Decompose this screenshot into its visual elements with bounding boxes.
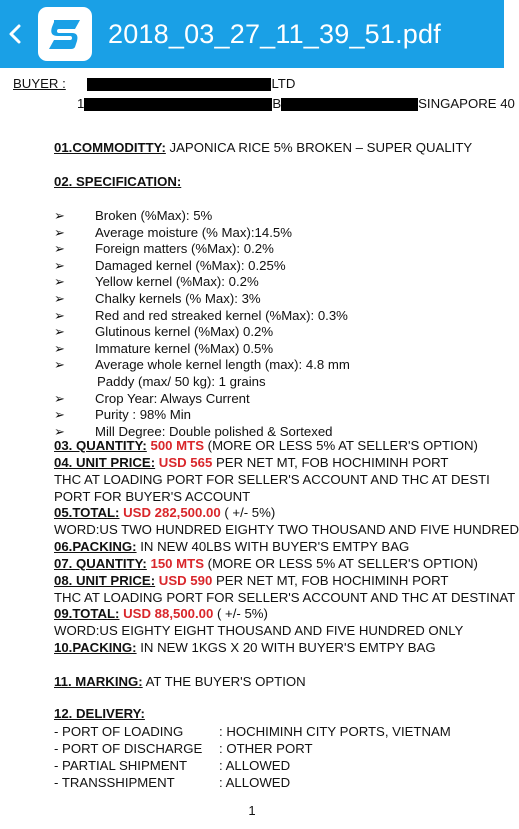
bullet-icon: ➢	[54, 274, 66, 290]
total-heading: 09.TOTAL:	[54, 606, 120, 621]
pdf-page	[0, 68, 519, 829]
total-value: USD 282,500.00	[123, 505, 221, 520]
section-specification	[54, 174, 181, 191]
address-suffix: SINGAPORE 40	[418, 96, 515, 111]
total-note: ( +/- 5%)	[217, 606, 268, 621]
section-quantity-1	[54, 438, 478, 455]
bullet-icon: ➢	[54, 324, 66, 340]
redaction-bar	[281, 98, 418, 111]
bullet-icon: ➢	[54, 241, 66, 257]
spec-item: Purity : 98% Min	[95, 407, 192, 423]
spec-item: Yellow kernel (%Max): 0.2%	[95, 274, 259, 290]
spec-item: Damaged kernel (%Max): 0.25%	[95, 257, 286, 273]
delivery-heading: 12. DELIVERY:	[54, 706, 145, 721]
total-note: ( +/- 5%)	[224, 505, 276, 520]
delivery-label: - PORT OF DISCHARGE	[54, 741, 203, 756]
bullet-icon: ➢	[54, 390, 66, 406]
app-bar	[0, 0, 504, 68]
back-button[interactable]	[2, 0, 28, 68]
spec-item: Mill Degree: Double polished & Sortexed	[95, 423, 333, 439]
delivery-value: : HOCHIMINH CITY PORTS, VIETNAM	[219, 724, 451, 739]
redaction-bar	[84, 98, 272, 111]
spec-item: Immature kernel (%Max) 0.5%	[95, 340, 274, 356]
quantity-note: (MORE OR LESS 5% AT SELLER'S OPTION)	[207, 438, 478, 453]
buyer-name-suffix: LTD	[271, 76, 296, 91]
section-delivery	[54, 706, 145, 723]
buyer-label: BUYER :	[13, 76, 66, 91]
unit-price-note: PER NET MT, FOB HOCHIMINH PORT	[215, 573, 449, 588]
spec-item: Glutinous kernel (%Max) 0.2%	[95, 324, 274, 340]
app-logo-icon	[38, 7, 92, 61]
delivery-label: - PARTIAL SHIPMENT	[54, 758, 188, 773]
quantity-heading: 03. QUANTITY:	[54, 438, 147, 453]
section-quantity-2	[54, 556, 478, 573]
address-prefix: 1	[77, 96, 85, 111]
unit-price-value: USD 565	[158, 455, 213, 470]
delivery-value: : ALLOWED	[219, 758, 291, 773]
section-total-1	[54, 505, 275, 522]
bullet-icon: ➢	[54, 307, 66, 323]
packing-heading: 10.PACKING:	[54, 640, 137, 655]
thc-line: THC AT LOADING PORT FOR SELLER'S ACCOUNT AND THC AT DESTI	[54, 472, 490, 487]
document-title: 2018_03_27_11_39_51.pdf	[108, 18, 441, 49]
total-heading: 05.TOTAL:	[54, 505, 120, 520]
bullet-icon: ➢	[54, 357, 66, 373]
specification-heading: 02. SPECIFICATION:	[54, 174, 182, 189]
bullet-icon: ➢	[54, 224, 66, 240]
section-packing-2	[54, 640, 436, 657]
thc-line: THC AT LOADING PORT FOR SELLER'S ACCOUNT AND THC AT DESTINAT	[54, 590, 516, 605]
section-marking	[54, 674, 306, 691]
packing-heading: 06.PACKING:	[54, 539, 137, 554]
marking-heading: 11. MARKING:	[54, 674, 143, 689]
unit-price-heading: 04. UNIT PRICE:	[54, 455, 156, 470]
total-in-words: WORD:US EIGHTY EIGHT THOUSAND AND FIVE HUNDRED ONLY	[54, 623, 464, 638]
delivery-label: - TRANSSHIPMENT	[54, 775, 175, 790]
chevron-left-icon	[8, 24, 22, 44]
section-unit-price-2	[54, 573, 449, 590]
section-unit-price-1	[54, 455, 449, 472]
quantity-value: 150 MTS	[150, 556, 204, 571]
spec-item: Foreign matters (%Max): 0.2%	[95, 241, 274, 257]
packing-text: IN NEW 40LBS WITH BUYER'S EMTPY BAG	[140, 539, 410, 554]
buyer-line	[13, 76, 295, 93]
bullet-icon: ➢	[54, 340, 66, 356]
spec-item: Chalky kernels (% Max): 3%	[95, 291, 261, 306]
quantity-heading: 07. QUANTITY:	[54, 556, 147, 571]
thc-line: PORT FOR BUYER'S ACCOUNT	[54, 489, 251, 504]
spec-item: Average whole kernel length (max): 4.8 mm	[95, 357, 350, 373]
spec-item: Crop Year: Always Current	[95, 390, 250, 406]
bullet-icon: ➢	[54, 257, 66, 273]
redaction-bar	[87, 78, 271, 91]
address-mid: B	[272, 96, 282, 111]
section-commodity	[54, 140, 472, 157]
section-packing-1	[54, 539, 409, 556]
buyer-address	[77, 96, 515, 113]
delivery-label: - PORT OF LOADING	[54, 724, 184, 739]
quantity-value: 500 MTS	[150, 438, 204, 453]
spec-item: Average moisture (% Max):14.5%	[95, 224, 292, 240]
packing-text: IN NEW 1KGS X 20 WITH BUYER'S EMTPY BAG	[140, 640, 436, 655]
commodity-heading: 01.COMMODITTY:	[54, 140, 166, 155]
delivery-value: : ALLOWED	[219, 775, 291, 790]
commodity-text: JAPONICA RICE 5% BROKEN – SUPER QUALITY	[169, 140, 473, 155]
bullet-icon: ➢	[54, 407, 66, 423]
page-number: 1	[248, 803, 256, 818]
total-in-words: WORD:US TWO HUNDRED EIGHTY TWO THOUSAND AND FIVE HUNDRED	[54, 522, 519, 537]
marking-text: AT THE BUYER'S OPTION	[145, 674, 306, 689]
unit-price-value: USD 590	[158, 573, 213, 588]
delivery-value: : OTHER PORT	[219, 741, 313, 756]
total-value: USD 88,500.00	[123, 606, 214, 621]
unit-price-heading: 08. UNIT PRICE:	[54, 573, 156, 588]
section-total-2	[54, 606, 268, 623]
quantity-note: (MORE OR LESS 5% AT SELLER'S OPTION)	[207, 556, 478, 571]
spec-item: Broken (%Max): 5%	[95, 208, 213, 223]
spec-item: Red and red streaked kernel (%Max): 0.3%	[95, 307, 348, 323]
spec-item: Paddy (max/ 50 kg): 1 grains	[97, 374, 266, 389]
unit-price-note: PER NET MT, FOB HOCHIMINH PORT	[215, 455, 449, 470]
bullet-icon: ➢	[54, 423, 66, 439]
bullet-icon: ➢	[54, 291, 66, 306]
bullet-icon: ➢	[54, 208, 66, 223]
